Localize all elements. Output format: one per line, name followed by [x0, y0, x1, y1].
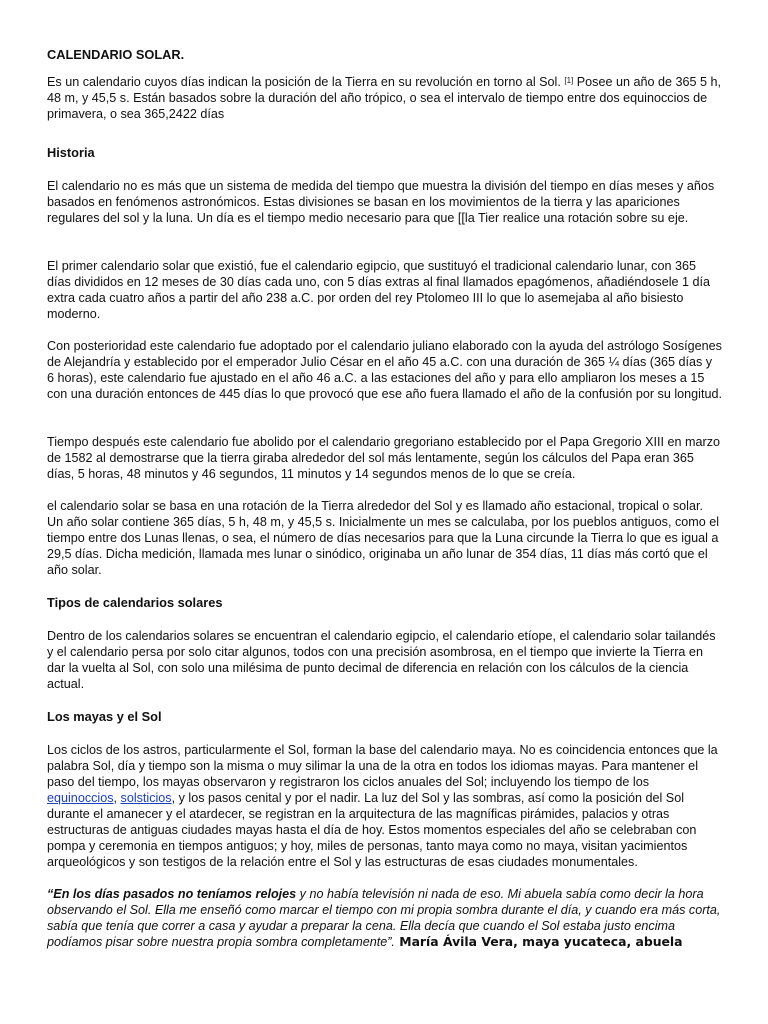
historia-paragraph-1: El calendario no es más que un sistema de medida del tiempo que muestra la división del tiempo en días meses y años basados en fenómenos astronómicos. Estas divisiones se basan en los movimientos de la tierra y las apariciones regulares del sol y la luna. Un día es el tiempo medio necesario para que [[la Tier realice una rotación sobre su eje.: [47, 179, 715, 225]
historia-paragraph-3: Con posterioridad este calendario fue adoptado por el calendario juliano elaborado con la ayuda del astrólogo Sosígenes de Alejandría y establecido por el emperador Julio César en el año 45 a.C. con una duración de 365 ¼ días (365 días y 6 horas), este calendario fue ajustado en el año 46 a.C. a las estaciones del año y para ello ampliaron los meses a 15 con una duración entonces de 445 días lo que provocó que ese año fuera llamado el año de la confusión por su longitud.: [47, 339, 722, 401]
historia-paragraph-5: el calendario solar se basa en una rotación de la Tierra alrededor del Sol y es llamado año estacional, tropical o solar. Un año solar contiene 365 días, 5 h, 48 m, y 45,5 s. Inicialmente un mes se calculaba, por los pueblos antiguos, como el tiempo entre dos Lunas llenas, o sea, el número de días necesarios para que la Luna circunde la Tierra lo que es igual a 29,5 días. Dicha medición, llamada mes lunar o sinódico, originaba un año lunar de 354 días, 11 días más cortó que el año solar.: [47, 499, 720, 577]
quote-body: y no había televisión ni nada de eso. Mi abuela sabía como decir la hora observando el Sol. Ella me enseñó como marcar el tiempo con mi propia sombra durante el día, y cuando era más corta, sabía que tenía que correr a casa y ayudar a preparar la cena. Ella decía que cuando el Sol estaba justo encima podíamos pisar sobre nuestra propia sombra completamente: [47, 887, 721, 949]
intro-text-a: Es un calendario cuyos días indican la posición de la Tierra en su revolución en torno al Sol.: [47, 75, 565, 89]
quote-author: María Ávila Vera, maya yucateca, abuela: [394, 934, 683, 949]
quote-paragraph: [47, 886, 722, 950]
tipos-heading: Tipos de calendarios solares: [47, 595, 223, 610]
tipos-paragraph: Dentro de los calendarios solares se encuentran el calendario egipcio, el calendario etíope, el calendario solar tailandés y el calendario persa por solo citar algunos, todos con una precisión asombrosa, en el tiempo que invierte la Tierra en dar la vuelta al Sol, con solo una milésima de punto decimal de diferencia en relación con los cálculos de la ciencia actual.: [47, 629, 716, 691]
solsticios-link[interactable]: solsticios: [120, 791, 172, 805]
intro-text-b: Posee un año de 365 5 h, 48 m, y 45,5 s. Están basados sobre la duración del año trópico, o sea el intervalo de tiempo entre dos equinoccios de primavera, o sea 365,2422 días: [47, 75, 722, 121]
mayas-heading: Los mayas y el Sol: [47, 709, 162, 724]
mayas-text-b: , y los pasos cenital y por el nadir. La luz del Sol y las sombras, así como la posición del Sol durante el amanecer y el atardecer, se registran en la arquitectura de las magníficas pirámides, palacios y otras estructuras de antiguas ciudades mayas hasta el día de hoy. Estos momentos especiales del año se celebraban con pompa y ceremonia en tiempos antiguos; y hoy, miles de personas, tanto maya como no maya, visitan yacimientos arqueológicos y son testigos de la relación entre el Sol y las estructuras de esas ciudades monumentales.: [47, 791, 697, 869]
link-separator: ,: [113, 791, 121, 805]
mayas-paragraph: [47, 742, 722, 870]
historia-heading: Historia: [47, 145, 95, 160]
quote-close: ”.: [387, 935, 395, 949]
document-title: CALENDARIO SOLAR.: [47, 47, 185, 62]
historia-paragraph-2: El primer calendario solar que existió, fue el calendario egipcio, que sustituyó el tradicional calendario lunar, con 365 días divididos en 12 meses de 30 días cada uno, con 5 días extras al final llamados epagómenos, añadiéndosele 1 día extra cada cuatro años a partir del año 238 a.C. por orden del rey Ptolomeo III lo que lo asemejaba al año bisiesto moderno.: [47, 259, 711, 321]
intro-paragraph: [47, 74, 722, 122]
equinoccios-link[interactable]: equinoccios: [47, 791, 114, 805]
mayas-text-a: Los ciclos de los astros, particularmente el Sol, forman la base del calendario maya. No es coincidencia entonces que la palabra Sol, día y tiempo son la misma o muy silimar la una de la otra en todos los idiomas mayas. Para mantener el paso del tiempo, los mayas observaron y registraron los ciclos anuales del Sol; incluyendo los tiempo de los: [47, 743, 718, 789]
historia-paragraph-4: Tiempo después este calendario fue abolido por el calendario gregoriano establecido por el Papa Gregorio XIII en marzo de 1582 al demostrarse que la tierra giraba alrededor del sol más lentamente, según los cálculos del Papa eran 365 días, 5 horas, 48 minutos y 46 segundos, 11 minutos y 14 segundos menos de lo que se creía.: [47, 435, 721, 481]
reference-marker[interactable]: [1]: [564, 76, 574, 85]
quote-bold-start: “En los días pasados no teníamos relojes: [47, 887, 297, 901]
